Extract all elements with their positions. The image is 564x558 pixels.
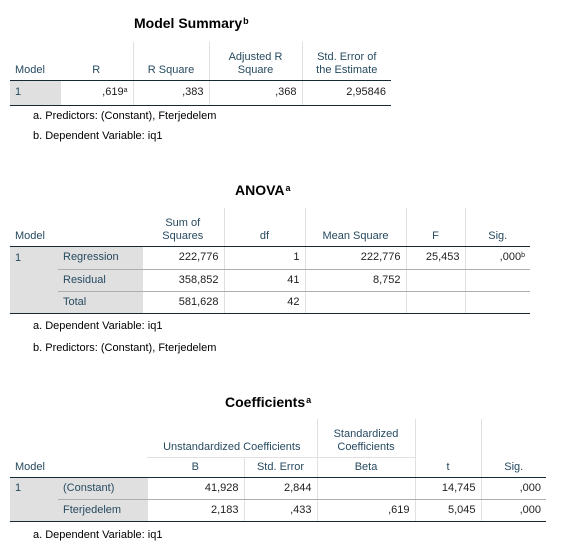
row-label-regression: Regression xyxy=(58,246,142,269)
row-label-fterjedelem: Fterjedelem xyxy=(58,499,147,521)
col-header-std-error-line2: the Estimate xyxy=(316,63,378,76)
col-header-unstandardized-coefficients: Unstandardized Coefficients xyxy=(147,419,317,457)
cell-df-residual: 41 xyxy=(224,269,305,291)
col-header-r-square: R Square xyxy=(133,42,209,80)
col-header-spacer xyxy=(58,457,147,477)
cell-b-constant: 41,928 xyxy=(147,477,244,499)
header-spacer xyxy=(58,419,147,457)
cell-ss-residual: 358,852 xyxy=(142,269,224,291)
cell-b-fterjedelem: 2,183 xyxy=(147,499,244,521)
anova-title-text: ANOVA xyxy=(235,182,285,198)
col-header-f: F xyxy=(406,208,465,246)
coefficients-title-text: Coefficients xyxy=(225,394,306,410)
anova-footnote-a: a. Dependent Variable: iq1 xyxy=(33,320,163,332)
col-header-t: t xyxy=(415,457,481,477)
col-header-adjusted-r-square xyxy=(209,42,302,80)
cell-sig-residual xyxy=(465,269,530,291)
cell-df-total: 42 xyxy=(224,291,305,313)
col-header-ss-line2: Squares xyxy=(162,229,204,242)
anova-footnote-b: b. Predictors: (Constant), Fterjedelem xyxy=(33,342,217,354)
cell-f-total xyxy=(406,291,465,313)
table-row xyxy=(10,80,391,105)
table-row xyxy=(10,499,546,521)
col-header-standardized-line2: Coefficients xyxy=(337,440,395,453)
row-label-constant: (Constant) xyxy=(58,477,147,499)
col-header-adjusted-line1: Adjusted R xyxy=(228,50,283,63)
header-spacer xyxy=(481,419,546,457)
cell-sig-total xyxy=(465,291,530,313)
col-header-mean-square: Mean Square xyxy=(305,208,406,246)
cell-ms-total xyxy=(305,291,406,313)
col-header-r: R xyxy=(60,42,133,80)
col-header-model: Model xyxy=(10,457,58,477)
cell-sig-value: ,000 xyxy=(499,251,522,263)
col-header-standardized-line1: Standardized xyxy=(333,427,399,440)
anova-title xyxy=(235,182,291,198)
cell-beta-fterjedelem: ,619 xyxy=(317,499,415,521)
coefficients-title-footnote-mark: a xyxy=(306,395,312,405)
col-header-ss-line1: Sum of xyxy=(165,216,201,229)
cell-adjusted-r-square: ,368 xyxy=(209,80,302,105)
cell-df-regression: 1 xyxy=(224,246,305,269)
cell-sig-fterjedelem: ,000 xyxy=(481,499,546,521)
table-row xyxy=(10,477,546,499)
cell-ss-total: 581,628 xyxy=(142,291,224,313)
model-summary-title-text: Model Summary xyxy=(134,15,243,31)
col-header-beta: Beta xyxy=(317,457,415,477)
anova-title-footnote-mark: a xyxy=(285,183,291,193)
cell-ms-residual: 8,752 xyxy=(305,269,406,291)
cell-std-error-constant: 2,844 xyxy=(244,477,317,499)
col-header-std-error: Std. Error xyxy=(244,457,317,477)
cell-r-square: ,383 xyxy=(133,80,209,105)
col-header-df: df xyxy=(224,208,305,246)
col-header-std-error-line1: Std. Error of xyxy=(317,50,377,63)
col-header-sig: Sig. xyxy=(481,457,546,477)
cell-f-residual xyxy=(406,269,465,291)
cell-sig-regression xyxy=(465,246,530,269)
anova-table xyxy=(10,208,530,314)
cell-r xyxy=(60,80,133,105)
cell-sig-footnote-mark: b xyxy=(521,252,525,259)
coefficients-title xyxy=(225,394,311,410)
cell-sig-constant: ,000 xyxy=(481,477,546,499)
model-summary-title xyxy=(134,15,249,31)
model-summary-footnote-a: a. Predictors: (Constant), Fterjedelem xyxy=(33,110,217,122)
cell-t-constant: 14,745 xyxy=(415,477,481,499)
col-header-model: Model xyxy=(10,42,60,80)
coefficients-table xyxy=(10,419,546,522)
header-spacer xyxy=(415,419,481,457)
table-row xyxy=(10,291,530,313)
cell-beta-constant xyxy=(317,477,415,499)
model-summary-table xyxy=(10,42,391,106)
col-header-standardized-coefficients xyxy=(317,419,415,457)
table-row xyxy=(10,246,530,269)
row-model-number: 1 xyxy=(10,80,60,105)
cell-t-fterjedelem: 5,045 xyxy=(415,499,481,521)
col-header-adjusted-line2: Square xyxy=(237,63,274,76)
cell-std-error: 2,95846 xyxy=(302,80,391,105)
col-header-b: B xyxy=(147,457,244,477)
row-model-number: 1 xyxy=(10,477,58,521)
row-label-total: Total xyxy=(58,291,142,313)
col-header-spacer xyxy=(58,208,142,246)
coefficients-footnote-a: a. Dependent Variable: iq1 xyxy=(33,529,163,541)
cell-r-footnote-mark: a xyxy=(123,87,128,94)
col-header-sig: Sig. xyxy=(465,208,530,246)
model-summary-title-footnote-mark: b xyxy=(243,16,249,26)
table-row xyxy=(10,269,530,291)
cell-r-value: ,619 xyxy=(102,86,124,98)
cell-ss-regression: 222,776 xyxy=(142,246,224,269)
cell-f-regression: 25,453 xyxy=(406,246,465,269)
header-spacer xyxy=(10,419,58,457)
col-header-sum-of-squares xyxy=(142,208,224,246)
cell-std-error-fterjedelem: ,433 xyxy=(244,499,317,521)
row-model-number: 1 xyxy=(10,246,58,313)
model-summary-footnote-b: b. Dependent Variable: iq1 xyxy=(33,130,163,142)
col-header-std-error-estimate xyxy=(302,42,391,80)
cell-ms-regression: 222,776 xyxy=(305,246,406,269)
row-label-residual: Residual xyxy=(58,269,142,291)
col-header-model: Model xyxy=(10,208,58,246)
